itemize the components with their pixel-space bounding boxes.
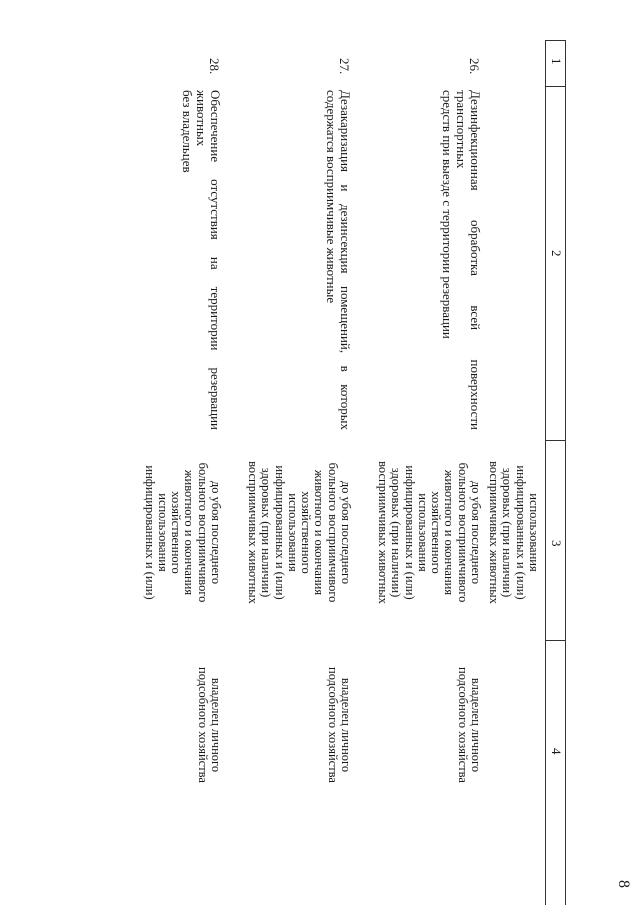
- deadline-line: использования: [285, 493, 300, 572]
- deadline-line: больного восприимчивого: [325, 462, 340, 603]
- deadline-line: инфицированных и (или): [513, 465, 528, 600]
- measure-line: Дезинфекционная обработка всей поверхности транспортных: [454, 90, 483, 430]
- column-number-3: 3: [549, 540, 564, 547]
- measure-line: средств при выезде с территории резервации: [440, 90, 455, 339]
- table-top-border: [565, 40, 566, 905]
- row-number: 27.: [337, 58, 352, 75]
- deadline-line: животного и окончания: [182, 469, 197, 596]
- responsible-text: [195, 650, 222, 800]
- column-number-2: 2: [549, 250, 564, 257]
- deadline-line: здоровых (при наличии): [500, 467, 515, 598]
- deadline-line: хозяйственного: [299, 491, 314, 574]
- responsible-line: подсобного хозяйства: [325, 667, 340, 783]
- responsible-text: [325, 650, 352, 800]
- carry-over-deadline: [487, 455, 540, 610]
- deadline-line: инфицированных и (или): [142, 465, 157, 600]
- deadline-line: до убоя последнего: [339, 480, 353, 585]
- deadline-line: животного и окончания: [312, 469, 327, 596]
- deadline-line: хозяйственного: [169, 491, 184, 574]
- deadline-line: использования: [415, 493, 430, 572]
- column-divider: [546, 640, 566, 641]
- responsible-line: подсобного хозяйства: [455, 667, 470, 783]
- measure-text: [324, 90, 352, 430]
- responsible-text: [455, 650, 482, 800]
- deadline-line: восприимчивых животных: [375, 461, 390, 604]
- deadline-text: [246, 455, 352, 610]
- header-row-border: [545, 40, 546, 905]
- measure-text: [180, 90, 222, 430]
- responsible-line: подсобного хозяйства: [195, 667, 210, 783]
- deadline-line: использования: [155, 493, 170, 572]
- measure-line: содержатся восприимчивые животные: [324, 90, 339, 304]
- deadline-line: инфицированных и (или): [402, 465, 417, 600]
- page-number: 8: [615, 880, 632, 888]
- deadline-line: больного восприимчивого: [455, 462, 470, 603]
- measure-line: Дезакаризация и дезинсекция помещений, в которых: [338, 90, 353, 430]
- deadline-line: восприимчивых животных: [487, 461, 502, 604]
- deadline-line: до убоя последнего: [469, 480, 483, 585]
- deadline-line: до убоя последнего: [209, 480, 223, 585]
- responsible-line: владелец личного: [469, 677, 483, 773]
- column-number-1: 1: [549, 58, 564, 65]
- column-divider: [546, 86, 566, 87]
- deadline-text: [376, 455, 482, 610]
- deadline-text: [142, 455, 222, 610]
- row-number: 28.: [207, 58, 222, 75]
- responsible-line: владелец личного: [339, 677, 353, 773]
- column-divider: [546, 440, 566, 441]
- deadline-line: инфицированных и (или): [272, 465, 287, 600]
- deadline-line: использования: [527, 493, 541, 572]
- deadline-line: восприимчивых животных: [245, 461, 260, 604]
- row-number: 26.: [467, 58, 482, 75]
- column-number-4: 4: [549, 748, 564, 755]
- measure-line: Обеспечение отсутствия на территории резервации животных: [194, 90, 223, 430]
- deadline-line: здоровых (при наличии): [389, 467, 404, 598]
- measure-text: [440, 90, 482, 430]
- column-divider: [546, 40, 566, 41]
- deadline-line: больного восприимчивого: [195, 462, 210, 603]
- deadline-line: животного и окончания: [442, 469, 457, 596]
- deadline-line: здоровых (при наличии): [259, 467, 274, 598]
- measure-line: без владельцев: [180, 90, 195, 173]
- responsible-line: владелец личного: [209, 677, 223, 773]
- deadline-line: хозяйственного: [429, 491, 444, 574]
